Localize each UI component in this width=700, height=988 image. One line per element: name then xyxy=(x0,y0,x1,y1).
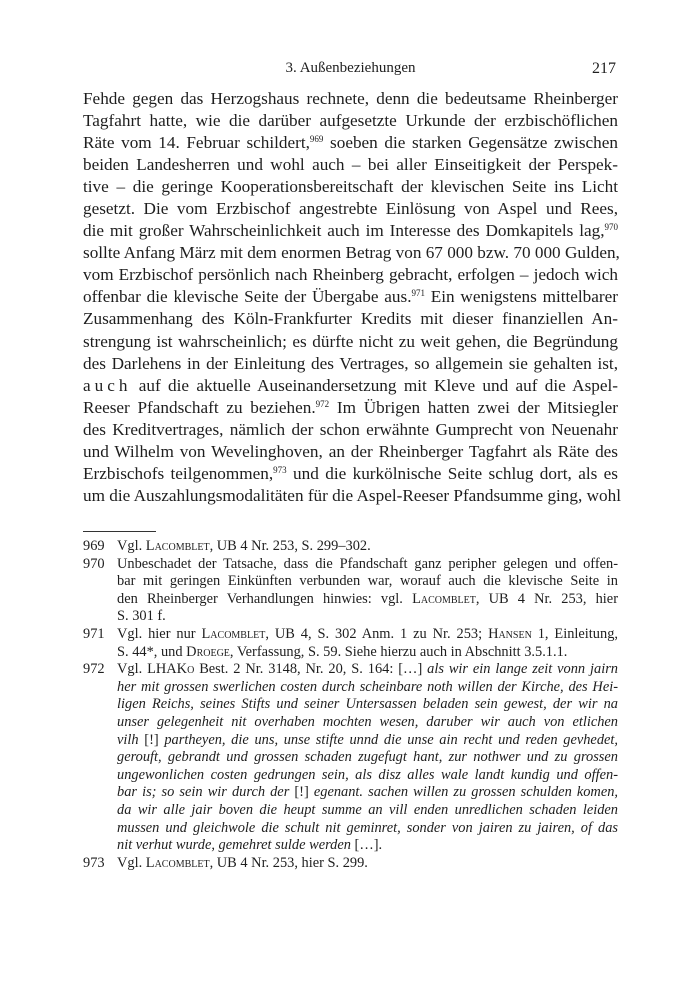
footnote xyxy=(83,556,618,626)
running-head xyxy=(83,60,618,80)
footnote-text: Best. 2 Nr. 3148, Nr. 20, S. 164: […] xyxy=(194,661,428,678)
line-text: vom Erzbischof persönlich nach Rheinberg gebracht, erfolgen – jedoch wich xyxy=(83,265,618,285)
line-text: des Kreditvertrages, nämlich der schon erwähnte Gumprecht von Neuenahr xyxy=(83,419,618,439)
footnote-text: vilh xyxy=(117,731,139,748)
footnote-text: ligen Reichs, seines Stifts und seiner Untersassen beladen sein gewest, der wir na xyxy=(117,696,618,713)
author-name: Lacomblet xyxy=(145,538,210,554)
line-text: Zusammenhang des Köln-Frankfurter Kredits mit dieser finanziellen An- xyxy=(83,309,618,329)
line-text: um die Auszahlungsmodalitäten für die Aspel-Reeser Pfandsumme ging, wohl xyxy=(83,485,621,505)
footnote-line xyxy=(117,679,618,697)
line-text: Im Übrigen hatten zwei der Mitsiegler xyxy=(329,397,618,417)
footnote xyxy=(83,661,618,855)
footnote-text: Vgl. xyxy=(117,854,146,871)
body-line xyxy=(83,88,618,110)
author-name: Lacomblet xyxy=(412,590,476,607)
body-line xyxy=(83,441,618,463)
footnote-text: Vgl. LHAK xyxy=(117,661,188,678)
footnote-text: , UB 4 Nr. 253, hier S. 299. xyxy=(209,854,368,871)
body-line xyxy=(83,353,618,375)
body-line xyxy=(83,308,618,330)
footnote-text: bar mit geringen Einkünften verbunden war, worauf auch die klevische Seite in xyxy=(117,573,618,590)
footnote-text: als wir ein lange zeit vonn jairn xyxy=(427,661,619,678)
footnote xyxy=(83,626,618,661)
author-name: Lacomblet xyxy=(145,854,210,871)
footnote-text: nit verhut wurde, gemehret sulde werden xyxy=(117,837,351,854)
body-line xyxy=(83,110,618,132)
line-text: Erzbischofs teilgenommen, xyxy=(83,463,274,483)
body-text xyxy=(83,88,621,507)
footnote-line xyxy=(117,855,618,873)
footnote-text: [!] xyxy=(138,731,165,748)
body-line xyxy=(83,242,618,264)
footnote-ref: 971 xyxy=(411,288,425,299)
footnote-line xyxy=(117,732,618,750)
footnote-ref: 973 xyxy=(273,464,287,475)
body-line xyxy=(83,198,618,220)
footnote-text: Vgl. xyxy=(117,538,146,554)
author-name: Hansen xyxy=(488,625,532,642)
footnote-text: […]. xyxy=(350,837,383,854)
footnote-text: , Verfassung, S. 59. Siehe hierzu auch in Abschnitt 3.5.1.1. xyxy=(229,643,568,660)
line-text: beiden Landesherren und wohl auch – bei aller Einseitigkeit der Perspek- xyxy=(83,155,618,175)
footnote-ref: 969 xyxy=(309,134,324,145)
footnote-number: 971 xyxy=(83,625,105,642)
line-text: tive – die geringe Kooperationsbereitschaft der klevischen Seite ins Licht xyxy=(83,177,618,197)
footnote-text: egenant. sachen willen zu grossen schulden komen, xyxy=(313,784,619,801)
footnote xyxy=(83,855,618,873)
body-line xyxy=(83,154,618,176)
page-number: 217 xyxy=(592,60,616,77)
line-text: sollte Anfang März mit dem enormen Betrag von 67 000 bzw. 70 000 Gulden, xyxy=(83,243,620,263)
spaced-word: auch xyxy=(83,375,132,395)
body-line xyxy=(83,264,618,286)
footnote-text: mussen und gleichwole die schult nit geminret, sonder von jairen zu jairen, of das xyxy=(117,819,618,836)
line-text: Räte vom 14. Februar schildert, xyxy=(83,133,310,153)
footnote-line xyxy=(117,784,618,802)
footnote-text: bar is; so sein wir durch der xyxy=(117,784,290,801)
body-line xyxy=(83,132,618,154)
body-line xyxy=(83,220,618,242)
line-text: des Darlehens in der Einleitung des Vertrages, so allgemein sie gehalten ist, xyxy=(83,353,618,373)
author-name: Droege xyxy=(186,643,230,660)
footnote-number: 970 xyxy=(83,555,105,572)
footnote-line xyxy=(117,608,618,626)
footnote-line xyxy=(117,556,618,574)
line-text: offenbar die klevische Seite der Übergabe aus. xyxy=(83,287,412,307)
footnote-text: S. 301 f. xyxy=(117,608,166,625)
body-line xyxy=(83,331,618,353)
footnote-divider xyxy=(83,531,156,532)
footnote-text: , UB 4 Nr. 253, hier xyxy=(475,590,618,607)
footnote-text: den Rheinberger Verhandlungen hinwies: vgl. xyxy=(117,590,413,607)
footnote-text: S. 44*, und xyxy=(117,643,187,660)
line-text: auf die aktuelle Auseinandersetzung mit Kleve und auf die Aspel- xyxy=(131,375,618,395)
footnote-line xyxy=(117,591,618,609)
footnote-text: her mit grossen swerlichen costen durch scheinbare noth willen der Kirche, des Hei- xyxy=(117,678,618,695)
line-text: Fehde gegen das Herzogshaus rechnete, denn die bedeutsame Rheinberger xyxy=(83,89,618,108)
body-line xyxy=(83,286,618,308)
footnote-text: Vgl. hier nur xyxy=(117,625,202,642)
footnote-text: 1, Einleitung, xyxy=(531,625,618,642)
footnote-text: , UB 4, S. 302 Anm. 1 zu Nr. 253; xyxy=(265,625,489,642)
body-line xyxy=(83,176,618,198)
footnote-line xyxy=(117,661,618,679)
footnote-line xyxy=(117,749,618,767)
footnote-line xyxy=(117,837,618,855)
footnote-ref: 972 xyxy=(315,398,330,409)
footnote-line xyxy=(117,714,618,732)
line-text: strengung ist wahrscheinlich; es dürfte nicht zu weit gehen, die Begründung xyxy=(83,331,618,351)
footnote xyxy=(83,538,618,556)
footnote-ref: 970 xyxy=(604,222,618,233)
footnote-text: gerouft, gebrandt und grossen schaden zugefugt hant, zur nothwer und zu grossen xyxy=(117,749,618,766)
body-line xyxy=(83,419,618,441)
footnote-line xyxy=(117,802,618,820)
footnote-line xyxy=(117,696,618,714)
body-line xyxy=(83,463,618,485)
footnote-line xyxy=(117,767,618,785)
footnote-text: da wir alle jair boven die heupt summe an vill enden unredlichen schaden leiden xyxy=(117,801,618,818)
footnote-line xyxy=(117,820,618,838)
footnote-number: 969 xyxy=(83,538,105,554)
body-line xyxy=(83,397,618,419)
line-text: soeben die starken Gegensätze zwischen xyxy=(323,133,618,153)
footnotes xyxy=(83,538,618,872)
line-text: Reeser Pfandschaft zu beziehen. xyxy=(83,397,316,417)
line-text: Ein wenigstens mittelbarer xyxy=(425,287,618,307)
line-text: die mit großer Wahrscheinlichkeit auch im Interesse des Domkapitels lag, xyxy=(83,221,605,241)
footnote-text: Unbeschadet der Tatsache, dass die Pfandschaft ganz peripher gelegen und offen- xyxy=(117,555,618,572)
footnote-line xyxy=(117,644,618,662)
footnote-line xyxy=(117,538,618,556)
line-text: gesetzt. Die vom Erzbischof angestrebte Einlösung von Aspel und Rees, xyxy=(83,199,618,219)
line-text: und die kurkölnische Seite schlug dort, als es xyxy=(286,463,618,483)
author-name: Lacomblet xyxy=(201,625,266,642)
chapter-title: 3. Außenbeziehungen xyxy=(285,60,416,76)
footnote-text: , UB 4 Nr. 253, S. 299–302. xyxy=(209,538,371,554)
line-text: Tagfahrt hatte, wie die darüber aufgesetzte Urkunde der erzbischöflichen xyxy=(83,111,618,131)
footnote-text: ungewonlichen costen gedrungen sein, als disz alles wale landt kundig und offen- xyxy=(117,766,618,783)
author-name: o xyxy=(187,661,195,678)
body-line xyxy=(83,485,621,507)
footnote-text: unser gelegenheit nit overhaben mochten wesen, daruber wir auch von etlichen xyxy=(117,713,618,730)
footnote-text: partheyen, die uns, unse stifte unnd die unse ain recht und reden gevhedet, xyxy=(164,731,618,748)
footnote-line xyxy=(117,626,618,644)
body-line xyxy=(83,375,618,397)
footnote-number: 972 xyxy=(83,661,105,678)
footnote-line xyxy=(117,573,618,591)
footnote-number: 973 xyxy=(83,854,105,871)
line-text: und Wilhelm von Wevelinghoven, an der Rheinberger Tagfahrt als Räte des xyxy=(83,441,618,461)
footnote-text: [!] xyxy=(289,784,314,801)
